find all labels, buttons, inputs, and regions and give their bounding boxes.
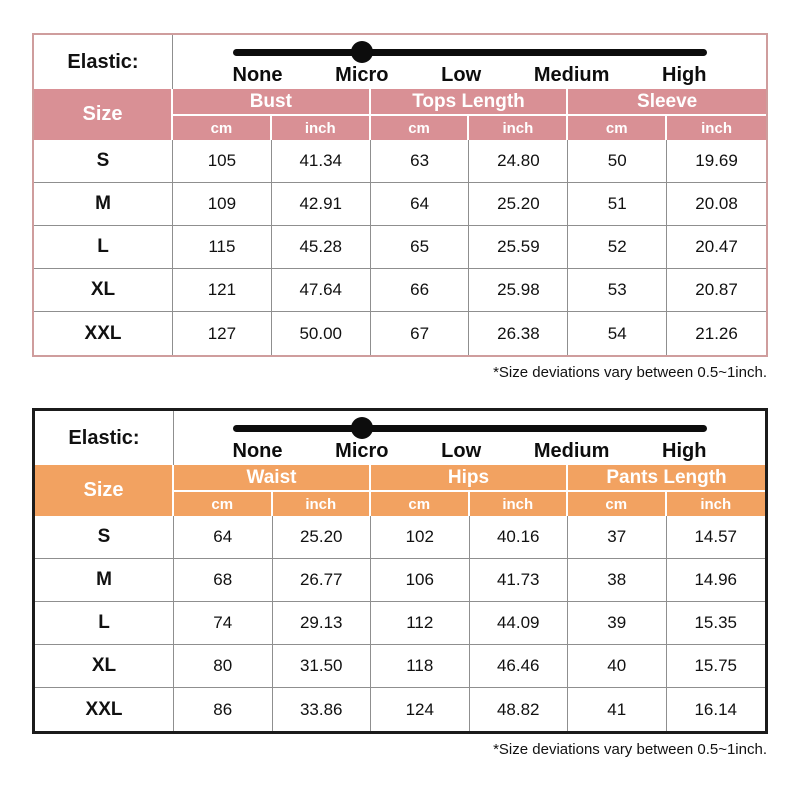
- value-cell: 42.91: [272, 183, 371, 226]
- value-cell: 68: [174, 559, 273, 602]
- size-row: [35, 602, 765, 645]
- elastic-slider: [173, 35, 766, 89]
- elastic-level: Medium: [533, 64, 610, 86]
- size-row: [34, 269, 766, 312]
- value-cell: 41: [568, 688, 667, 731]
- value-cell: 25.59: [469, 226, 568, 269]
- value-cell: 48.82: [470, 688, 569, 731]
- size-cell: S: [35, 516, 174, 559]
- bottoms-table-frame: [32, 408, 768, 734]
- elastic-label: Elastic:: [34, 35, 173, 89]
- size-row: [34, 140, 766, 183]
- value-cell: 14.96: [667, 559, 766, 602]
- size-deviation-note: *Size deviations vary between 0.5~1inch.: [493, 364, 767, 381]
- unit-header-cm: cm: [371, 116, 470, 140]
- value-cell: 46.46: [470, 645, 569, 688]
- elastic-level: Low: [441, 64, 482, 86]
- value-cell: 118: [371, 645, 470, 688]
- elastic-levels: [233, 64, 707, 87]
- slider-track: [233, 425, 707, 432]
- value-cell: 74: [174, 602, 273, 645]
- value-cell: 64: [174, 516, 273, 559]
- value-cell: 102: [371, 516, 470, 559]
- size-cell: L: [35, 602, 174, 645]
- size-row: [35, 559, 765, 602]
- value-cell: 80: [174, 645, 273, 688]
- unit-header-cm: cm: [568, 116, 667, 140]
- value-cell: 40.16: [470, 516, 569, 559]
- size-cell: XL: [35, 645, 174, 688]
- value-cell: 24.80: [469, 140, 568, 183]
- unit-header-inch: inch: [469, 116, 568, 140]
- value-cell: 127: [173, 312, 272, 355]
- tops-size-chart: [32, 33, 768, 381]
- elastic-label: Elastic:: [35, 411, 174, 465]
- group-header-waist: Waist: [174, 465, 371, 492]
- value-cell: 45.28: [272, 226, 371, 269]
- size-column-header: Size: [34, 89, 173, 140]
- group-header-tops-length: Tops Length: [371, 89, 569, 116]
- size-deviation-note: *Size deviations vary between 0.5~1inch.: [493, 741, 767, 758]
- value-cell: 33.86: [273, 688, 372, 731]
- value-cell: 115: [173, 226, 272, 269]
- tops-table-frame: [32, 33, 768, 357]
- size-row: [34, 226, 766, 269]
- group-header-pants-length: Pants Length: [568, 465, 765, 492]
- elastic-level: High: [662, 64, 707, 86]
- value-cell: 124: [371, 688, 470, 731]
- size-row: [35, 516, 765, 559]
- bottoms-size-chart: [32, 408, 768, 758]
- elastic-level: None: [232, 64, 283, 86]
- value-cell: 109: [173, 183, 272, 226]
- value-cell: 15.35: [667, 602, 766, 645]
- value-cell: 47.64: [272, 269, 371, 312]
- value-cell: 50: [568, 140, 667, 183]
- value-cell: 121: [173, 269, 272, 312]
- bottoms-size-table: [35, 411, 765, 731]
- elastic-slider: [174, 411, 765, 465]
- slider-thumb-icon: [351, 417, 373, 439]
- group-header-row: [34, 89, 766, 116]
- value-cell: 26.38: [469, 312, 568, 355]
- value-cell: 40: [568, 645, 667, 688]
- group-header-hips: Hips: [371, 465, 568, 492]
- value-cell: 65: [371, 226, 470, 269]
- value-cell: 41.34: [272, 140, 371, 183]
- size-row: [34, 312, 766, 355]
- unit-header-inch: inch: [273, 492, 372, 516]
- value-cell: 16.14: [667, 688, 766, 731]
- value-cell: 15.75: [667, 645, 766, 688]
- value-cell: 29.13: [273, 602, 372, 645]
- value-cell: 25.20: [469, 183, 568, 226]
- value-cell: 26.77: [273, 559, 372, 602]
- value-cell: 112: [371, 602, 470, 645]
- value-cell: 38: [568, 559, 667, 602]
- value-cell: 50.00: [272, 312, 371, 355]
- size-cell: XL: [34, 269, 173, 312]
- size-row: [34, 183, 766, 226]
- value-cell: 14.57: [667, 516, 766, 559]
- tops-size-table: [34, 35, 766, 355]
- value-cell: 51: [568, 183, 667, 226]
- unit-header-inch: inch: [667, 492, 766, 516]
- elastic-level: Low: [441, 440, 482, 462]
- value-cell: 105: [173, 140, 272, 183]
- group-header-row: [35, 465, 765, 492]
- size-column-header: Size: [35, 465, 174, 516]
- value-cell: 41.73: [470, 559, 569, 602]
- elastic-level: High: [662, 440, 707, 462]
- unit-header-cm: cm: [173, 116, 272, 140]
- elastic-slider-track-area: [233, 35, 707, 89]
- size-row: [35, 645, 765, 688]
- value-cell: 39: [568, 602, 667, 645]
- value-cell: 21.26: [667, 312, 766, 355]
- size-cell: XXL: [34, 312, 173, 355]
- elastic-row: [34, 35, 766, 89]
- group-header-sleeve: Sleeve: [568, 89, 766, 116]
- elastic-levels: [233, 440, 707, 463]
- size-row: [35, 688, 765, 731]
- elastic-row: [35, 411, 765, 465]
- value-cell: 37: [568, 516, 667, 559]
- unit-header-cm: cm: [371, 492, 470, 516]
- value-cell: 63: [371, 140, 470, 183]
- unit-header-inch: inch: [667, 116, 766, 140]
- group-header-bust: Bust: [173, 89, 371, 116]
- size-cell: S: [34, 140, 173, 183]
- value-cell: 53: [568, 269, 667, 312]
- unit-header-cm: cm: [174, 492, 273, 516]
- unit-header-inch: inch: [470, 492, 569, 516]
- elastic-level: Medium: [533, 440, 610, 462]
- elastic-level: Micro: [335, 64, 389, 86]
- size-cell: XXL: [35, 688, 174, 731]
- value-cell: 67: [371, 312, 470, 355]
- value-cell: 19.69: [667, 140, 766, 183]
- elastic-level: Micro: [335, 440, 389, 462]
- unit-header-inch: inch: [272, 116, 371, 140]
- unit-header-cm: cm: [568, 492, 667, 516]
- value-cell: 31.50: [273, 645, 372, 688]
- value-cell: 20.87: [667, 269, 766, 312]
- size-cell: M: [35, 559, 174, 602]
- value-cell: 20.47: [667, 226, 766, 269]
- value-cell: 25.20: [273, 516, 372, 559]
- value-cell: 20.08: [667, 183, 766, 226]
- value-cell: 106: [371, 559, 470, 602]
- value-cell: 54: [568, 312, 667, 355]
- slider-track: [233, 49, 707, 56]
- elastic-slider-track-area: [233, 411, 707, 465]
- value-cell: 25.98: [469, 269, 568, 312]
- slider-thumb-icon: [351, 41, 373, 63]
- value-cell: 52: [568, 226, 667, 269]
- elastic-level: None: [232, 440, 283, 462]
- value-cell: 44.09: [470, 602, 569, 645]
- value-cell: 66: [371, 269, 470, 312]
- value-cell: 64: [371, 183, 470, 226]
- size-cell: L: [34, 226, 173, 269]
- value-cell: 86: [174, 688, 273, 731]
- size-cell: M: [34, 183, 173, 226]
